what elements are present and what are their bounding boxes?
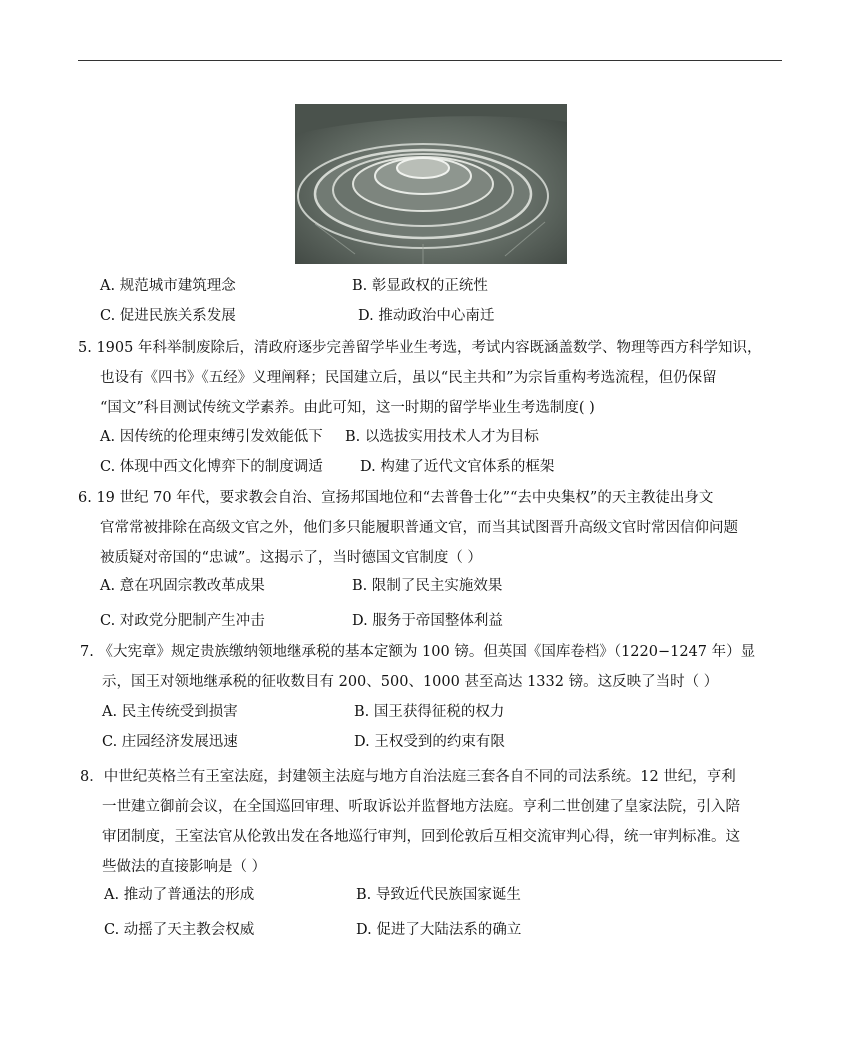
ancient-altar-photo: [295, 104, 567, 264]
q8-line: 一世建立御前会议，在全国巡回审理、听取诉讼并监督地方法庭。亨利二世创建了皇家法院，引入陪: [102, 799, 740, 815]
q5-option-c: C. 体现中西文化博弈下的制度调适: [100, 459, 323, 475]
q4-option-d: D. 推动政治中心南迁: [358, 308, 495, 324]
q7-option-a: A. 民主传统受到损害: [102, 704, 238, 720]
q8-line: 些做法的直接影响是（ ）: [102, 859, 267, 875]
q5-line: 也设有《四书》《五经》义理阐释；民国建立后，虽以“民主共和”为宗旨重构考选流程，但仍保留: [100, 370, 717, 386]
q8-option-a: A. 推动了普通法的形成: [104, 887, 255, 903]
question-7: [80, 637, 755, 697]
q7-option-d: D. 王权受到的约束有限: [354, 734, 505, 750]
q5-line: “国文”科目测试传统文学素养。由此可知，这一时期的留学毕业生考选制度( ): [100, 400, 595, 416]
q5-line: 5. 1905 年科举制废除后，清政府逐步完善留学毕业生考选，考试内容既涵盖数学、物理等西方科学知识，: [78, 340, 762, 356]
q8-line: 8．中世纪英格兰有王室法庭，封建领主法庭与地方自治法庭三套各自不同的司法系统。12 世纪，亨利: [80, 769, 736, 785]
q6-option-c: C. 对政党分肥制产生冲击: [100, 613, 265, 629]
q7-line: 7. 《大宪章》规定贵族缴纳领地继承税的基本定额为 100 镑。但英国《国库卷档》（1220−1247 年）显: [80, 644, 756, 660]
q8-line: 审团制度，王室法官从伦敦出发在各地巡行审判，回到伦敦后互相交流审判心得，统一审判标准。这: [102, 829, 740, 845]
q6-option-a: A. 意在巩固宗教改革成果: [100, 578, 265, 594]
q5-option-d: D. 构建了近代文官体系的框架: [360, 459, 555, 475]
q7-line: 示，国王对领地继承税的征收数目有 200、500、1000 甚至高达 1332 镑。这反映了当时（ ）: [102, 674, 719, 690]
q6-option-b: B. 限制了民主实施效果: [352, 578, 503, 594]
q6-line: 官常常被排除在高级文官之外，他们多只能履职普通文官，而当其试图晋升高级文官时常因信仰问题: [100, 520, 738, 536]
q7-option-c: C. 庄园经济发展迅速: [102, 734, 238, 750]
question-5: [78, 333, 761, 423]
question-8: [80, 762, 740, 882]
q5-option-a: A. 因传统的伦理束缚引发效能低下: [100, 429, 323, 445]
q8-option-d: D. 促进了大陆法系的确立: [356, 922, 522, 938]
q4-option-b: B. 彰显政权的正统性: [352, 278, 488, 294]
q6-option-d: D. 服务于帝国整体利益: [352, 613, 503, 629]
q5-option-b: B. 以选拔实用技术人才为目标: [345, 429, 539, 445]
header-rule: [78, 60, 782, 61]
q6-line: 被质疑对帝国的“忠诚”。这揭示了，当时德国文官制度（ ）: [100, 550, 482, 566]
q7-option-b: B. 国王获得征税的权力: [354, 704, 505, 720]
question-6: [78, 483, 738, 573]
q4-option-a: A. 规范城市建筑理念: [100, 278, 236, 294]
q8-option-c: C. 动摇了天主教会权威: [104, 922, 255, 938]
q8-option-b: B. 导致近代民族国家诞生: [356, 887, 521, 903]
q4-option-c: C. 促进民族关系发展: [100, 308, 236, 324]
q6-line: 6. 19 世纪 70 年代，要求教会自治、宣扬邦国地位和“去普鲁士化”“去中央集权”的天主教徒出身文: [78, 490, 714, 506]
